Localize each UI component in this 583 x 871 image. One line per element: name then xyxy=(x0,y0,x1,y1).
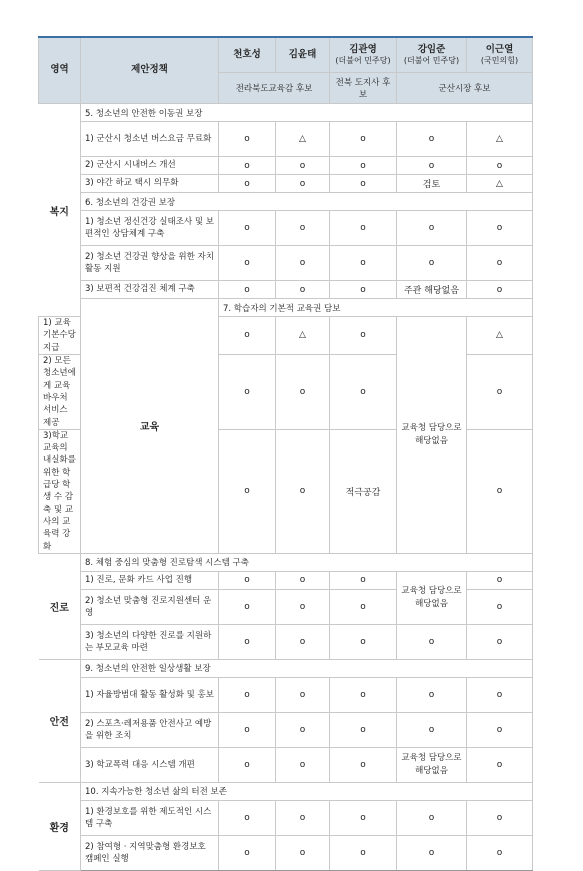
merged-response-cell: 교육청 담당으로 해당없음 xyxy=(397,571,467,624)
response-cell: o xyxy=(219,246,276,281)
response-cell: 교육청 담당으로 해당없음 xyxy=(397,747,467,782)
response-cell: o xyxy=(276,624,330,659)
section-title: 5. 청소년의 안전한 이동권 보장 xyxy=(81,104,533,122)
response-cell: o xyxy=(219,712,276,747)
response-cell: △ xyxy=(467,122,533,157)
policy-item: 3) 학교폭력 대응 시스템 개편 xyxy=(81,747,219,782)
response-cell: o xyxy=(467,624,533,659)
response-cell: o xyxy=(467,835,533,870)
response-cell: o xyxy=(276,571,330,589)
response-cell: o xyxy=(397,800,467,835)
header-group-education: 전라북도교육감 후보 xyxy=(219,73,330,104)
response-cell: o xyxy=(330,677,397,712)
response-cell: o xyxy=(330,157,397,175)
response-cell: o xyxy=(219,800,276,835)
response-cell: o xyxy=(397,712,467,747)
policy-item: 2) 참여형 · 지역맞춤형 환경보호 캠페인 실행 xyxy=(81,835,219,870)
header-area: 영역 xyxy=(39,37,81,104)
response-cell: o xyxy=(276,175,330,193)
candidate-party: (국민의힘) xyxy=(480,55,519,65)
response-cell: 검토 xyxy=(397,175,467,193)
response-cell: o xyxy=(397,211,467,246)
response-cell: o xyxy=(467,712,533,747)
policy-item: 3) 야간 하교 택시 의무화 xyxy=(81,175,219,193)
area-career: 진로 xyxy=(39,553,81,659)
response-cell: o xyxy=(330,175,397,193)
policy-table-container xyxy=(38,36,532,871)
response-cell: o xyxy=(219,429,276,553)
response-cell: o xyxy=(219,317,276,355)
response-cell: o xyxy=(219,281,276,299)
policy-item: 3) 보편적 건강검진 체계 구축 xyxy=(81,281,219,299)
section-title: 9. 청소년의 안전한 일상생활 보장 xyxy=(81,659,533,677)
response-cell: o xyxy=(276,246,330,281)
response-cell: o xyxy=(276,281,330,299)
policy-item: 1) 자율방범대 활동 활성화 및 홍보 xyxy=(81,677,219,712)
header-candidate-1 xyxy=(219,37,276,73)
response-cell: o xyxy=(330,281,397,299)
response-cell: o xyxy=(219,571,276,589)
response-cell: o xyxy=(397,677,467,712)
response-cell: o xyxy=(219,354,276,429)
policy-item: 1) 진로, 문화 카드 사업 진행 xyxy=(81,571,219,589)
header-candidate-3 xyxy=(330,37,397,73)
policy-item: 2) 청소년 건강권 향상을 위한 자치활동 지원 xyxy=(81,246,219,281)
section-title: 10. 지속가능한 청소년 삶의 터전 보존 xyxy=(81,782,533,800)
response-cell: o xyxy=(276,589,330,624)
header-policy: 제안정책 xyxy=(81,37,219,104)
candidate-name: 이근열 xyxy=(485,43,514,55)
response-cell: o xyxy=(467,677,533,712)
response-cell: o xyxy=(397,246,467,281)
response-cell: o xyxy=(397,624,467,659)
response-cell: △ xyxy=(276,122,330,157)
response-cell: o xyxy=(219,747,276,782)
candidate-party: (더불어 민주당) xyxy=(335,55,391,65)
policy-item: 1) 군산시 청소년 버스요금 무료화 xyxy=(81,122,219,157)
response-cell: o xyxy=(467,354,533,429)
response-cell: o xyxy=(276,211,330,246)
response-cell: △ xyxy=(467,175,533,193)
response-cell: o xyxy=(397,122,467,157)
area-welfare: 복지 xyxy=(39,104,81,317)
response-cell: o xyxy=(330,835,397,870)
response-cell: o xyxy=(330,317,397,355)
response-cell: o xyxy=(330,747,397,782)
policy-item: 3)학교 교육의 내실화를 위한 학급당 학생 수 감축 및 교사의 교육력 강화 xyxy=(39,429,81,553)
response-cell: o xyxy=(276,429,330,553)
response-cell: o xyxy=(276,677,330,712)
response-cell: △ xyxy=(467,317,533,355)
response-cell: o xyxy=(276,712,330,747)
response-cell: o xyxy=(219,175,276,193)
response-cell: o xyxy=(276,835,330,870)
response-cell: o xyxy=(467,589,533,624)
response-cell: o xyxy=(276,354,330,429)
response-cell: o xyxy=(219,624,276,659)
policy-item: 3) 청소년의 다양한 진로를 지원하는 부모교육 마련 xyxy=(81,624,219,659)
candidate-name: 김윤태 xyxy=(288,48,317,60)
response-cell: o xyxy=(330,589,397,624)
policy-item: 1) 교육기본수당 지급 xyxy=(39,317,81,355)
response-cell: o xyxy=(219,835,276,870)
header-candidate-5 xyxy=(467,37,533,73)
response-cell: o xyxy=(219,677,276,712)
policy-response-table xyxy=(38,36,533,871)
header-candidate-2 xyxy=(276,37,330,73)
policy-item: 2) 스포츠·레저용품 안전사고 예방을 위한 조치 xyxy=(81,712,219,747)
header-candidate-4 xyxy=(397,37,467,73)
area-safety: 안전 xyxy=(39,659,81,782)
response-cell: o xyxy=(219,211,276,246)
candidate-name: 김관영 xyxy=(349,43,377,55)
response-cell: 적극공감 xyxy=(330,429,397,553)
response-cell: o xyxy=(467,157,533,175)
response-cell: o xyxy=(330,624,397,659)
candidate-name: 강임준 xyxy=(417,43,446,55)
merged-response-cell: 교육청 담당으로 해당없음 xyxy=(397,317,467,554)
header-group-governor: 전북 도지사 후보 xyxy=(330,73,397,104)
response-cell: o xyxy=(397,157,467,175)
response-cell: o xyxy=(467,246,533,281)
response-cell: o xyxy=(219,122,276,157)
response-cell: o xyxy=(330,712,397,747)
header-group-mayor: 군산시장 후보 xyxy=(397,73,533,104)
response-cell: o xyxy=(219,157,276,175)
policy-item: 1) 청소년 정신건강 실태조사 및 보편적인 상담체계 구축 xyxy=(81,211,219,246)
response-cell: o xyxy=(467,429,533,553)
response-cell: o xyxy=(330,571,397,589)
response-cell: o xyxy=(397,835,467,870)
response-cell: o xyxy=(330,800,397,835)
response-cell: o xyxy=(276,157,330,175)
response-cell: △ xyxy=(276,317,330,355)
response-cell: o xyxy=(276,800,330,835)
response-cell: o xyxy=(467,747,533,782)
policy-item: 2) 군산시 시내버스 개선 xyxy=(81,157,219,175)
candidate-name: 천호성 xyxy=(233,48,261,60)
section-title: 8. 체험 중심의 맞춤형 진로탐색 시스템 구축 xyxy=(81,553,533,571)
response-cell: o xyxy=(276,747,330,782)
response-cell: o xyxy=(330,246,397,281)
area-education: 교육 xyxy=(81,299,219,554)
section-title: 7. 학습자의 기본적 교육권 담보 xyxy=(219,299,533,317)
response-cell: o xyxy=(330,122,397,157)
policy-item: 1) 환경보호를 위한 제도적인 시스템 구축 xyxy=(81,800,219,835)
policy-item: 2) 청소년 맞춤형 진로지원센터 운영 xyxy=(81,589,219,624)
response-cell: o xyxy=(467,800,533,835)
response-cell: o xyxy=(467,571,533,589)
area-environment: 환경 xyxy=(39,782,81,870)
policy-item: 2) 모든 청소년에게 교육 바우처 서비스 제공 xyxy=(39,354,81,429)
response-cell: 주관 해당없음 xyxy=(397,281,467,299)
response-cell: o xyxy=(330,354,397,429)
response-cell: o xyxy=(219,589,276,624)
response-cell: o xyxy=(330,211,397,246)
response-cell: o xyxy=(467,211,533,246)
candidate-party: (더불어 민주당) xyxy=(403,55,460,65)
section-title: 6. 청소년의 건강권 보장 xyxy=(81,193,533,211)
response-cell: o xyxy=(467,281,533,299)
